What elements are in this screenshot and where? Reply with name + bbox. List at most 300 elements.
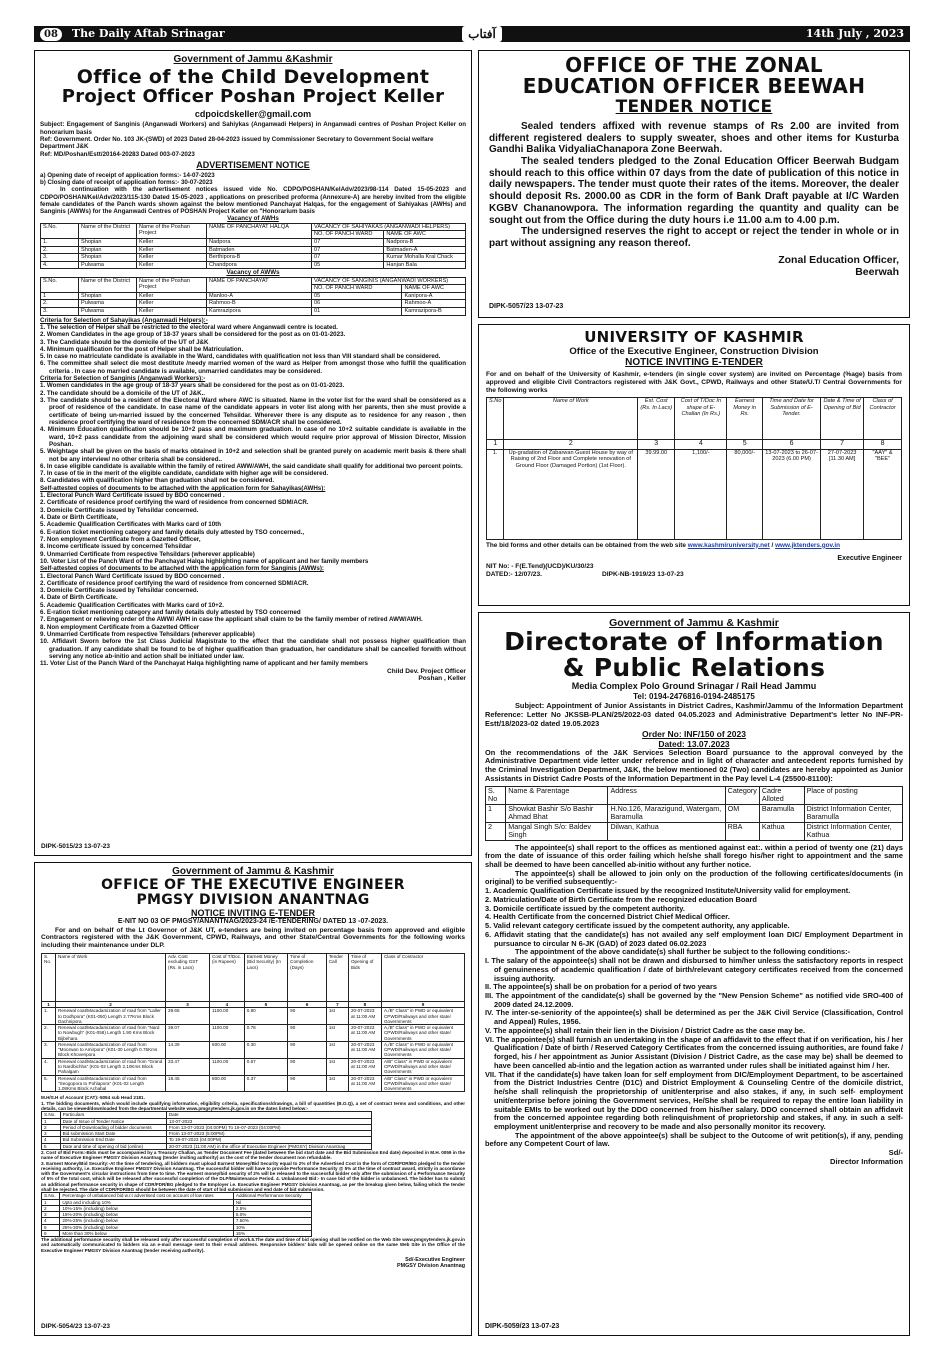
ad-telephone: Tel: 0194-2476816-0194-2485175 (633, 691, 755, 701)
table-cell: 3 (42, 1131, 61, 1137)
table-cell: 18.45 (166, 1075, 210, 1092)
masthead (34, 26, 910, 42)
list-item: 10. Affidavit Sworn before the 1st Class Judicial Magistrate to the effect that the candidate shall not possess higher qualification than graduation. If any candidate shall be found to be of higher qualification than graduation, her candidature shall be cancelled forwith without serving any notice ab-initio and action shall be initiated under law. (40, 638, 466, 660)
column-number: 7 (326, 1001, 348, 1007)
ad-gov-line: Government of Jammu & Kashmir (172, 866, 334, 877)
ad-office: Office of the Executive Engineer, Construction Division (569, 346, 819, 357)
table-cell: 2.5% (233, 1205, 311, 1211)
ad-gov-line: Government of Jammu &Kashmir (173, 54, 333, 65)
table-header: Tender Call (326, 953, 348, 1001)
para-3: The appointment of the above candidate(s) shall further be subject to the following conditions:- (515, 947, 851, 957)
paper-name: The Daily Aftab Srinagar (71, 26, 225, 40)
order-date: Dated: 13.07.2023 (658, 738, 730, 749)
ad-notice-heading: ADVERTISEMENT NOTICE (196, 159, 310, 170)
table-cell: 13-07-2023 (166, 1118, 371, 1124)
list-item: III. The appointment of the candidate(s) shall be governed by the "New Pension Scheme" as notified vide SRO-400 of 2009 dated 24.12.2009. (485, 990, 903, 1009)
website-link[interactable]: www.kashmiruniversity.net (687, 541, 770, 549)
list-item: VII. That if the candidate(s) have taken loan for self employment from DIC/Employment Department, to be ascertained from the District Industries Centre (D1C) and District Employment & Counseling Centre of the domicile district, he/she shall relinquish the proprietorship of unit/enterprise and also stakes, if any, in such self- employment unit/enterprise before joining the Government services, He/She shall be required to repay the entire loan liability in suitable EMIs to be worked out by the DDO concerned from his/her salary. DDO concerned shall obtain an affidavit from the concerned appointee regarding both relinquishment of proprietorship and stakes, if any. in such a self-employment unit/enterprise and recovery to be made and also personally monitor its recovery. (485, 1069, 903, 1131)
ad-title-1: Directorate of Information (504, 627, 884, 657)
table-cell: RBA (725, 822, 759, 840)
table-header: S. No. (42, 953, 56, 1001)
table-cell: 39.65 (166, 1008, 210, 1025)
table-cell: 20-07-2023 at 11:00 AM (348, 1058, 381, 1075)
signatory-2: Poshan , Keller (418, 675, 466, 683)
table-cell: 1. (41, 238, 79, 246)
list-item: 7. Non employment Certificate from a Gazetted Officer, (40, 535, 201, 543)
table-cell: 5 (42, 1143, 61, 1149)
ad-gov-line: Government of Jammu & Kashmir (609, 617, 779, 629)
ad-pmgsy-anantnag (34, 862, 472, 1336)
column-number: 8 (864, 440, 902, 449)
table-cell: Upto and including 10% (60, 1199, 234, 1205)
appointees-table (485, 786, 903, 841)
table-cell: "AAY" & "BEE" (864, 449, 902, 539)
signatory-1: Child Dev. Project Officer (386, 667, 466, 675)
ad-subject: Subject: Appointment of Junior Assistants in District Cadres, Kashmir/Jammu of the Information Department Reference: Letter No JKSSB-PLAN/25/2022-03 dated 04.05.2023 and Administrative Department's letter No INF-PR-Estt/18/2023-02 dated 19.05.2023 (485, 701, 903, 728)
table-cell: 2 (42, 1205, 60, 1211)
table-header: Category (725, 786, 759, 804)
table-cell: 0.67 (244, 1058, 287, 1075)
table-cell: Renewal coat/Macadamization of road from "Moorwan to Amirpora" (K01-30 Length 0.75Kms Block Khoveripora (56, 1041, 166, 1058)
table-cell: 1 (42, 1199, 60, 1205)
table-cell: 07 (312, 238, 384, 246)
table-cell: Kamrazipora-B (402, 308, 466, 316)
table-header: Name of Work (56, 953, 166, 1001)
list-item: 1. The selection of Helper shall be restricted to the electoral ward where Anganwadi centre is located. (40, 323, 338, 331)
docs-sahayika-list (40, 492, 466, 565)
list-item: 7. In case of tie in the merit of the eligible candidate, candidate with higher age will be considered. (40, 470, 329, 478)
schedule-table (41, 1111, 372, 1150)
table-row (42, 1143, 372, 1149)
para-3: 3. Earnest Money/Bid Security:-At the time of tendering, all bidders must upload Earnest Money/Bid Security equal to 2% of the Advertised Cost in the form of CDR/FDR/BG pledged to the tender receiving authority, i.e. Executive Engineer PMGSY Division Anantnag. The successful bidder will have to provide Performance Security @ 5% at the time of contract award, strictly in accordance with the Government's circular instructions from time to time. The earnest money/bid security of 2% will be released to the successful bidder only after the submission of a Performance Security of 5% of the total cost, which will be released after successful completion of the DLP/Maintenance Period. 4. Unbalanced Bid:- In case bid of the bidder is unbalanced. The bidder has to submit an additional performance security in shape of CDR/FDR/BG pledged to the Employer i.e. Executive Engineer PMGSY Division Anantnag, as per the breakup given below, failing which the tender shall be rejected. The date of CDR/FDR/BG should be between the date of start of bid submission and end date of bid submission. (41, 1160, 465, 1192)
table-cell: 600.00 (210, 1041, 245, 1058)
table-row (42, 1025, 465, 1042)
table-cell: Renewal coat/Macadamization of road from "Grand to Nardbichha" (K01-02 Length 2.10Kms Block Pahalgam (56, 1058, 166, 1075)
table-header: Name of the District (79, 277, 137, 292)
column-number: 9 (381, 1001, 464, 1007)
list-item: 2. Matriculation/Date of Birth Certificate from the recognized education Board (485, 894, 757, 904)
list-item: 1. Women candidates in the age group of 18-37 years shall be considered for the post as on 01-01-2023. (40, 382, 345, 390)
table-cell: 39.99.00 (638, 449, 675, 539)
table-header: Address (608, 786, 725, 804)
table-cell: 3. (41, 254, 79, 262)
aww-caption: Vacancy of AWWs (226, 269, 280, 277)
ad-date-a: a) Opening date of receipt of application forms:- 14-07-2023 (40, 171, 215, 179)
website-link[interactable]: www.jktenders.gov.in (775, 541, 841, 549)
docs-sahayika-heading: Self-attested copies of documents to be attached with the application form for Sahayikas(AWHs): (40, 484, 326, 492)
table-cell: 33.47 (166, 1058, 210, 1075)
list-item: 5. Valid relevant category certificate issued by the competent authority, any applicable. (485, 921, 790, 931)
table-cell: Dilwan, Kathua (608, 822, 725, 840)
table-cell: Showkat Bashir S/o Bashir Ahmad Bhat (506, 804, 608, 822)
list-item: 3. Domicile Certificate issued by Tehsildar concerned. (40, 587, 199, 595)
list-item: I. The salary of the appointee(s) shall not be drawn and disbursed to him/her unless the satisfactory reports in respect of genuineness of academic qualification / date of birth/relevant category certificates received from the concerned issuing authority. (485, 956, 903, 983)
table-cell: 4. (41, 261, 79, 269)
table-header: Time of Completion (Days) (288, 953, 327, 1001)
table-cell: 10%-15% (including) below (60, 1205, 234, 1211)
table-header: Additional Performance Security (233, 1193, 311, 1199)
table-cell: A,/B" Class" in PWD or equivalent CPWD/Railways and other state/ Governments (381, 1025, 464, 1042)
table-header: Cost of T/Doc. (in Rupees) (210, 953, 245, 1001)
table-header: NAME OF AWC (384, 231, 466, 239)
table-cell: 1100.00 (210, 1008, 245, 1025)
table-cell: Shopian (79, 246, 137, 254)
table-cell: 90 (288, 1075, 327, 1092)
table-cell: 06 (312, 300, 402, 308)
table-cell: 3. (41, 308, 79, 316)
column-number: 2 (504, 440, 638, 449)
table-cell: 15% (233, 1230, 311, 1236)
ad-title-2: & Public Relations (562, 653, 826, 683)
signatory-1: Sd/-Executive Engineer (405, 1257, 465, 1264)
table-cell: A/B" Class" in PWD or equivalent CPWD/Railways and other state/ Governments (381, 1058, 464, 1075)
para-2: The sealed tenders pledged to the Zonal Education Officer Beerwah Budgam should reach to this office within 07 days from the date of publication of this notice in daily newspapers. The tender must quote their rates of the items. Moreover, the dealer should deposit Rs. 2000.00 as CDR in the form of Bank Draft payable at I/C Warden KGBV Chananowpora. The information regarding the quantity and quality can be sought out from the Office during the duty hours i.e 11.00 a.m to 4.00 p.m. (489, 156, 899, 226)
issue-date: 14th July , 2023 (805, 26, 904, 40)
table-cell: 1 (42, 1118, 61, 1124)
table-header: Time and Date for Submission of E-Tender. (763, 398, 821, 440)
table-cell: Up-gradation of Zabarwan Guest House by way of Raising of 2nd Floor and Complete renovation of Ground Floor (Damaged Portion) (1st Floor). (504, 449, 638, 539)
list-item: 9. Unmarried Certificate from respective Tehsildars (wherever applicable) (40, 631, 255, 639)
table-header: Earnest Money in Rs. (727, 398, 763, 440)
table-row (41, 292, 466, 300)
table-cell: H.No.126, Marazigund, Watergam, Baramulla (608, 804, 725, 822)
order-number: Order No: INF/150 of 2023 (642, 728, 746, 739)
ad-notice-heading: NOTICE INVITING E-TENDER (190, 907, 315, 918)
list-item: 5. Weightage shall be given on the basis of marks obtained in 10+2 and selection shall be granted purely on academic merit basis & there shall not be any interview/ no other criteria shall be considered.. (40, 448, 466, 463)
table-header: NO. OF PANCH WARD (312, 231, 384, 239)
awh-caption: Vacancy of AWHs (227, 215, 279, 223)
table-cell: 90 (288, 1008, 327, 1025)
list-item: 6. E-ration ticket mentioning category and family details duly attested by TSO concerned., (40, 528, 305, 536)
table-header: Date (166, 1112, 371, 1118)
table-cell: 4 (42, 1218, 60, 1224)
table-cell: Keller (137, 254, 207, 262)
table-cell: 2 (486, 822, 506, 840)
column-number: 2 (56, 1001, 166, 1007)
table-cell: Kumar Mohalla Kral Chack (384, 254, 466, 262)
head-of-account: M.H/S.H of Account (CAT):-5054 sub Head 2181. (41, 1095, 145, 1101)
table-cell: From 13-07-2023 (04:00PM) To 19-07-2023 (04:00PM) (166, 1124, 371, 1130)
table-cell: Keller (137, 308, 207, 316)
list-item: 11. Voter List of the Panch Ward of the Panchayat Halqa highlighting name of applicant and her family members (40, 660, 368, 668)
newspaper-logo: آفتاب (462, 26, 502, 42)
list-item: IV. The inter-se-seniority of the appointee(s) shall be determined as per the J&K Civil Service (Classification, Control and Appeal) Rules, 1956. (485, 1008, 903, 1027)
table-cell: A,/B" Class" in PWD or equivalent CPWD/Railways and other state/ Governments (381, 1008, 464, 1025)
nit-date: DATED:- 12/07/23. (486, 571, 542, 579)
list-item: V. The appointee(s) shall retain their lien in the Division / District Cadre as the case may be. (485, 1025, 806, 1035)
ad-notice-heading: NOTICE INVITING E-TENDER (625, 357, 763, 369)
table-row (486, 822, 903, 840)
table-row (42, 1075, 465, 1092)
table-row (41, 238, 466, 246)
ad-subject: Subject: Engagement of Sanginis (Anganwadi Workers) and Sahiykas (Anganwadi Helpers) in Anganwadi centres of Poshan Project Keller on honorarium basis (40, 121, 466, 136)
list-item: II. The appointee(s) shall be on probation for a period of two years (485, 982, 718, 992)
column-number: 5 (727, 440, 763, 449)
table-cell: 0.30 (244, 1041, 287, 1058)
list-item: 2. Women Candidates in the age group of 18-37 years shall be considered for the post as on 01-01-2023. (40, 331, 346, 339)
table-header: Date & Time of Opening of Bid (821, 398, 864, 440)
table-cell: Pulwama (79, 300, 137, 308)
list-item: 1. Academic Qualification Certificate issued by the recognized Institute/University valid for employment. (485, 886, 851, 896)
table-cell: Pulwama (79, 308, 137, 316)
table-cell: Renewal coat/Macadamization of road from "Laller to Dodhpora" (K01-050) Length 2.77Kms Block Dachnipora (56, 1008, 166, 1025)
table-row (41, 254, 466, 262)
table-row (486, 804, 903, 822)
table-cell: Nil (233, 1199, 311, 1205)
ad-intro: In continuation with the advertisement notices issued vide No. CDPO/POSHAN/KelAdv/2023/98-114 Dated 15-05-2023 and CDPO/POSHAN/Kel/Adv/2023/115-130 Dated 15-05-2023 , applications on prescribed proforma (Annexure-A) are hereby invited from the eligible female candidates of the Panch wards shown against the below mentioned Panchayat Halqas, for the engagement of Sahiyakas (AWHs) and Sanginis (AWWs) for the Anganwadi Centres of POSHAN Project Keller on "Honorarium basis (40, 186, 466, 216)
ad-title-2: PMGSY DIVISION ANANTNAG (136, 891, 370, 908)
table-header: Name of the Poshan Project (137, 223, 207, 238)
table-cell: Kathua (759, 822, 804, 840)
para-2: The appointee(s) shall be allowed to join only on the production of the following certificates/documents (in original) to be verified subsequently:- (485, 868, 903, 887)
table-cell: 20-07-2023 at 11:00 AM (348, 1041, 381, 1058)
table-cell: Shopian (79, 292, 137, 300)
table-cell: 1100.00 (210, 1025, 245, 1042)
table-cell: More than 30% below (60, 1230, 234, 1236)
table-cell: District Information Center, Kathua (804, 822, 902, 840)
table-cell: 5. (42, 1075, 56, 1092)
column-number: 4 (210, 1001, 245, 1007)
list-item: 3. Domicile certificate issued by the competent authority. (485, 903, 685, 913)
criteria-sahayika-heading: Criteria for Selection of Sahayikas (Anganwadi Helpers):- (40, 316, 208, 324)
list-item: 4. Minimum qualification for the post of Helper shall be Matriculation. (40, 345, 244, 353)
table-header: Earnest Money (Bid Security) (In Lacs) (244, 953, 287, 1001)
ad-title: UNIVERSITY OF KASHMIR (584, 328, 804, 346)
table-cell: OM (725, 804, 759, 822)
table-cell: 1st (326, 1058, 348, 1075)
table-cell: 2. (41, 300, 79, 308)
table-cell: 1st (326, 1008, 348, 1025)
column-number: 5 (244, 1001, 287, 1007)
table-cell: Pulwama (79, 261, 137, 269)
para-5: The additional performance security shall be released only after successful completion of work.5.The date and time of bid opening shall be notified on the Web Site www.pmgsytenders.jk.gov.in and automatically communicated to bidders via an e-mail message sent to their e-mail address. Responsive bidders' bids will be opened online on the same Web Site in the Office of the Executive Engineer PMGSY Division Anantnag (tender receiving authority). (41, 1237, 465, 1253)
table-row (41, 246, 466, 254)
table-cell: Kamrazipora (207, 308, 312, 316)
list-item: 4. Date of Birth Certificate. (40, 594, 118, 602)
ad-intro: On the recommendations of the J&K Services Selection Board pursuance to the approval conveyed by the Administrative Department vide letter under reference and in light of character and antecedent reports furnished by the Criminal Investigation Department, J&K, the below mentioned 02 (Two) candidates are hereby appointed as Junior Assistants in District Cadre Posts of the Information Department in the Pay level L-4 (25500-81100): (485, 747, 903, 783)
column-number: 6 (763, 440, 821, 449)
criteria-sangini-heading: Criteria for Selection of Sanginis (Anganwadi Workers):- (40, 375, 206, 383)
dipk-number: DIPK-5059/23 13-07-23 (485, 1322, 560, 1330)
list-item: 10. Voter List of the Panch Ward of the Panchayat Halqa highlighting name of applicant and her family members (40, 557, 369, 565)
table-cell: To 19-07-2023 (04:00PM) (166, 1137, 371, 1143)
table-cell: Shopian (79, 254, 137, 262)
table-cell: Nadpora-B (384, 238, 466, 246)
table-cell: 20-07-2023 at 11:00 AM (348, 1008, 381, 1025)
table-cell: 90 (288, 1025, 327, 1042)
table-cell: 05 (312, 292, 402, 300)
criteria-sangini-list (40, 382, 466, 484)
table-cell: Keller (137, 300, 207, 308)
table-cell: Renewal coat/Macadamization of road from "Seogopora to Pohlapora" (K01-02 Length 1.08Kms Block Achabal (56, 1075, 166, 1092)
table-cell: 7.50% (233, 1218, 311, 1224)
table-cell: 10% (233, 1224, 311, 1230)
table-header: Name & Parentage (506, 786, 608, 804)
conditions-list (485, 957, 903, 1132)
table-header: Class of Contractor (864, 398, 902, 440)
table-header: Percentage of unbalanced bid w.r.t advertised cost on account of low rates (60, 1193, 234, 1199)
table-cell: 800.00 (210, 1075, 245, 1092)
table-cell: Batmaden (207, 246, 312, 254)
table-cell: 2. (42, 1025, 56, 1042)
signatory-1: Zonal Education Officer, (778, 253, 899, 266)
para-2: 2. Cost of Bid Form:-Bids must be accompanied by a Treasury Challan, as Tender Document Fee (dated between the bid start date and the Bid Submission End date) deposited in M.H. 0059 in the name of Executive Engineer PMGSY Division Anantnag (tender inviting authority) as the cost of the tender document non refundable. (41, 1149, 465, 1161)
table-header: S.No. (42, 1112, 61, 1118)
uok-dates (486, 571, 902, 579)
dipk-number: DIPK-5015/23 13-07-23 (41, 843, 111, 851)
ad-intro: For and on behalf of the University of Kashmir, e-tenders (in single cover system) are invited on Percentage (%age) basis from approved and eligible Civil Contractors registered with J&K Govt., CPWD, Railways and other State/U.T/ Central Governments for the following works (486, 371, 902, 394)
table-cell: Hanjan Bala (384, 261, 466, 269)
table-cell: Rahmoo-B (207, 300, 312, 308)
table-header: NAME OF PANCHAYAT (207, 277, 312, 292)
docs-sangini-heading: Self-attested copies of documents to be attached with the application form for Sanginis (AWWs): (40, 565, 324, 573)
table-header: Cost of T/Doc In shape of E-Challan (In Rs.) (675, 398, 727, 440)
table-cell: Date and time of opening of bid (online) (60, 1143, 166, 1149)
table-cell: Keller (137, 246, 207, 254)
list-item: 3. The Candidate should be the domicile of the UT of J&K (40, 338, 209, 346)
works-table (486, 397, 902, 539)
ad-ref-2: Ref: MD/Poshan/Estt/20164-20283 Dated 003-07-2023 (40, 150, 195, 158)
para-3: The undersigned reserves the right to accept or reject the tender in whole or in part without assigning any reason thereof. (489, 226, 899, 249)
table-header: S.No. (42, 1193, 60, 1199)
table-cell: District Information Center, Baramulla (804, 804, 902, 822)
signatory: Executive Engineer (837, 555, 902, 563)
table-header: Name of the Poshan Project (137, 277, 207, 292)
table-header: NAME OF PANCHAYAT HALQA (207, 223, 312, 238)
list-item: 1. Electoral Punch Ward Certificate issued by BDO concerned . (40, 492, 225, 500)
table-cell: From 13-07-2023 (5:00PM) (166, 1131, 371, 1137)
ad-email: cdpoicdskeller@gmail.com (194, 108, 312, 119)
uok-footer-line (486, 542, 902, 550)
table-row (41, 300, 466, 308)
awh-table (40, 223, 466, 270)
table-cell: 3 (42, 1212, 60, 1218)
table-header: Place of posting (804, 786, 902, 804)
list-item: 8. Income certificate issued by concerned Tehsildar (40, 543, 192, 551)
list-item: 2. Certificate of residence proof certifying the ward of residence from concerned SDM/ACR. (40, 579, 309, 587)
table-cell: Renewal coat/Macadamization of road from "Nard to Nowbugh" (K01-058) Length 1.90 Kms Block Bijbehara (56, 1025, 166, 1042)
list-item: 4. Health Certificate from the concerned District Chief Medical Officer. (485, 912, 730, 922)
signatory-2: Director Information (830, 1157, 903, 1167)
dipk-number: DIPK-5054/23 13-07-23 (41, 1323, 111, 1331)
column-number: 1 (487, 440, 504, 449)
table-cell: 20-07-2023 at 11:00 AM (348, 1025, 381, 1042)
table-cell: 1st (326, 1025, 348, 1042)
table-cell: Rahmoo-A (402, 300, 466, 308)
table-cell: Bid submission Start Date (60, 1131, 166, 1137)
table-row (42, 1008, 465, 1025)
list-item: 1. Electoral Panch Ward Certificate issued by BDO concerned . (40, 572, 225, 580)
table-header: S. No (486, 786, 506, 804)
table-cell: 20-07-2023 at 11:00 AM (348, 1075, 381, 1092)
table-row (41, 261, 466, 269)
ad-dipr (478, 612, 910, 1336)
table-cell: Batmaden-A (384, 246, 466, 254)
table-cell: 05 (312, 261, 384, 269)
list-item: 2. The candidate should be a domicile of the UT of J&K.. (40, 389, 206, 397)
table-cell: Date of Issue of Tender Notice (60, 1118, 166, 1124)
table-cell: 1. (42, 1008, 56, 1025)
ad-title-1: OFFICE OF THE EXECUTIVE ENGINEER (101, 876, 405, 893)
list-item: 6. Affidavit stating that the candidate(s) has not availed any self employment loan DIC/ Employment Department in pursuance to circular N 6-JK (GAD) of 2023 dated 06.02.2023 (485, 929, 903, 948)
table-cell: 15%-20% (including) below (60, 1212, 234, 1218)
table-cell: A/B" Class" in PWD or equivalent CPWD/Railways and other state/ Governments (381, 1075, 464, 1092)
list-item: 3. The candidate should be a resident of the Electoral Ward where AWC is situated. Name in the voter list for the ward shall be considered as a proof of residence of the candidate. In case name of the candidate appears in voter list along with her parents, then she must provide a certificate of being un-married issued by the concerned Tehsildar. Wherever there is any dispute as to residence for any reason , then residence proof certifying the ward of residence from the concerned SDM/ACR shall be considered. (40, 397, 466, 426)
docs-sangini-list (40, 573, 466, 668)
aww-table (40, 277, 466, 316)
table-cell: 4. (42, 1058, 56, 1075)
column-number: 6 (288, 1001, 327, 1007)
perf-security-table (41, 1192, 312, 1237)
table-header: VACANCY OF SANGINIS (ANGANWADI WORKERS) (312, 277, 466, 285)
table-cell: 0.37 (244, 1075, 287, 1092)
list-item: 7. Engagement or relieving order of the AWW/ AWH in case the applicant shall claim to be the family member of retired AWW/AWH. (40, 616, 423, 624)
list-item: 5. Academic Qualification Certificates with Marks card of 10th (40, 521, 221, 529)
signatory-2: PMGSY Division Anantnag (397, 1263, 465, 1270)
table-header: Est. Cost (Rs. In Lacs) (638, 398, 675, 440)
criteria-sahayika-list (40, 324, 466, 375)
table-header: S.No (487, 398, 504, 440)
table-cell: 1 (41, 292, 79, 300)
table-header: Particulars (60, 1112, 166, 1118)
table-cell: Keller (137, 261, 207, 269)
table-header: NO. OF PANCH WARD (312, 285, 402, 293)
list-item: VI. The appointee(s) shall furnish an undertaking in the shape of an affidavit to the effect that if on verification, his / her Qualification / Date of birth / Reserved Category Certificates from the concerned issuing authorities, are found fake / forged, his / her appointment as Junior Assistant (Division / District Cadre, as the case may be) shall be deemed to have been cancelled ab-intio and the legation action as warranted under rules shall be initiated against him / her. (485, 1034, 903, 1070)
table-cell: 07 (312, 254, 384, 262)
table-cell: Manloo-A (207, 292, 312, 300)
table-header: Time of Opening of Bids (348, 953, 381, 1001)
table-cell: Mangal Singh S/o: Baldev Singh (506, 822, 608, 840)
table-cell: 1100.00 (210, 1058, 245, 1075)
column-number: 4 (675, 440, 727, 449)
list-item: 5. Academic Qualification Certificates with Marks card of 10+2. (40, 601, 224, 609)
ad-title-1: Office of the Child Development (76, 65, 430, 88)
table-cell: Kanipora-A (402, 292, 466, 300)
table-cell: 1 (486, 804, 506, 822)
table-cell: 20-07-2023 (11:00 AM) in the office of Executive Engineer (PMGSY) Division Anantnag (166, 1143, 371, 1149)
column-number: 3 (166, 1001, 210, 1007)
column-number: 3 (638, 440, 675, 449)
ad-notice-heading: TENDER NOTICE (615, 97, 773, 117)
ad-title-1: OFFICE OF THE ZONAL (565, 53, 823, 77)
list-item: 6. The committee shall select die most destitute /needy married women of the ward as Helper from amongst those who fulfill the qualification criteria . In case no married candidate is available, unmarried candidates may be considered. (40, 360, 466, 375)
table-cell: 0.80 (244, 1008, 287, 1025)
list-item: 4. Minimum Education qualification should be 10+2 pass and maximum graduation. In case of no 10+2 suitable candidate is available in the ward, 10+2 pass candidate from the adjoining ward shall be considered which would require prior approval of Mission Director, Mission Poshan. (40, 426, 466, 448)
ad-title-2: EDUCATION OFFICER BEEWAH (522, 74, 866, 98)
list-item: 8. Non employment Certificate from a Gazetted Officer (40, 623, 200, 631)
table-cell: 1st (326, 1041, 348, 1058)
table-cell: Berthipora-B (207, 254, 312, 262)
enit-number: E-NIT NO 03 OF PMGSY/ANANTNAG/2023-24 /E-TENDERING/ DATED 13 -07-2023. (117, 918, 389, 926)
para-1: The appointee(s) shall report to the offices as mentioned against eat:. within a period of twenty one (21) days from the date of issuance of this order failing which he/she shall forego his/her right to appointment and the same shall be deemed to have been cancelled ab-initio without any further notice. (485, 842, 903, 869)
ad-intro: For and on behalf of the Lt Governor of J&K UT, e-tenders are being invited on percentage basis from approved and eligible Contractors registered with the J&K Government, CPWD, Railways, and other State/Central Governments for the following works including their maintenance under DLP. (41, 926, 465, 950)
ad-ref-1: Ref: Government. Order No. 103 JK-(SWD) of 2023 Dated 28-04-2023 issued by Commissioner Secretary to Government Social welfare Department J&K (40, 136, 434, 151)
table-row (42, 1230, 312, 1236)
para-1: Sealed tenders affixed with revenue stamps of Rs 2.00 are invited from different registered dealers to supply sweater, shoes and other items for Kusturba Gandhi Balika VidyaliaChanapora Zone Beerwah. (489, 121, 899, 156)
list-item: 5. In case no matriculate candidate is available in the Ward, candidates with qualification not less than VIII standard shall be considered. (40, 353, 441, 361)
table-cell: 2 (42, 1124, 61, 1130)
table-header: VACANCY OF SAHIYAKAS (ANGANWADI HELPERS) (312, 223, 466, 231)
table-header: NAME OF AWC (402, 285, 466, 293)
table-cell: 4 (42, 1137, 61, 1143)
ad-date-b: b) Closing date of receipt of application forms:- 30-07-2023 (40, 178, 213, 186)
documents-list (485, 887, 903, 948)
table-cell: 80,000/- (727, 449, 763, 539)
uok-footer-text: The bid forms and other details can be obtained from the web site (486, 541, 688, 549)
table-header: Name of Work (504, 398, 638, 440)
para-1: 1. The bidding documents, which would include qualifying information, eligibility criteria, specifications/drawings, a bill of quantities (B.O.Q), a set of contract terms and conditions, and other details, can be viewed/downloaded from the departmental website www.pmgsytenders.jk.gov.in on the dates listed below:- (41, 1100, 465, 1112)
table-cell: 13-07-2023 to 26-07-2023 (6.00 PM) (763, 449, 821, 539)
